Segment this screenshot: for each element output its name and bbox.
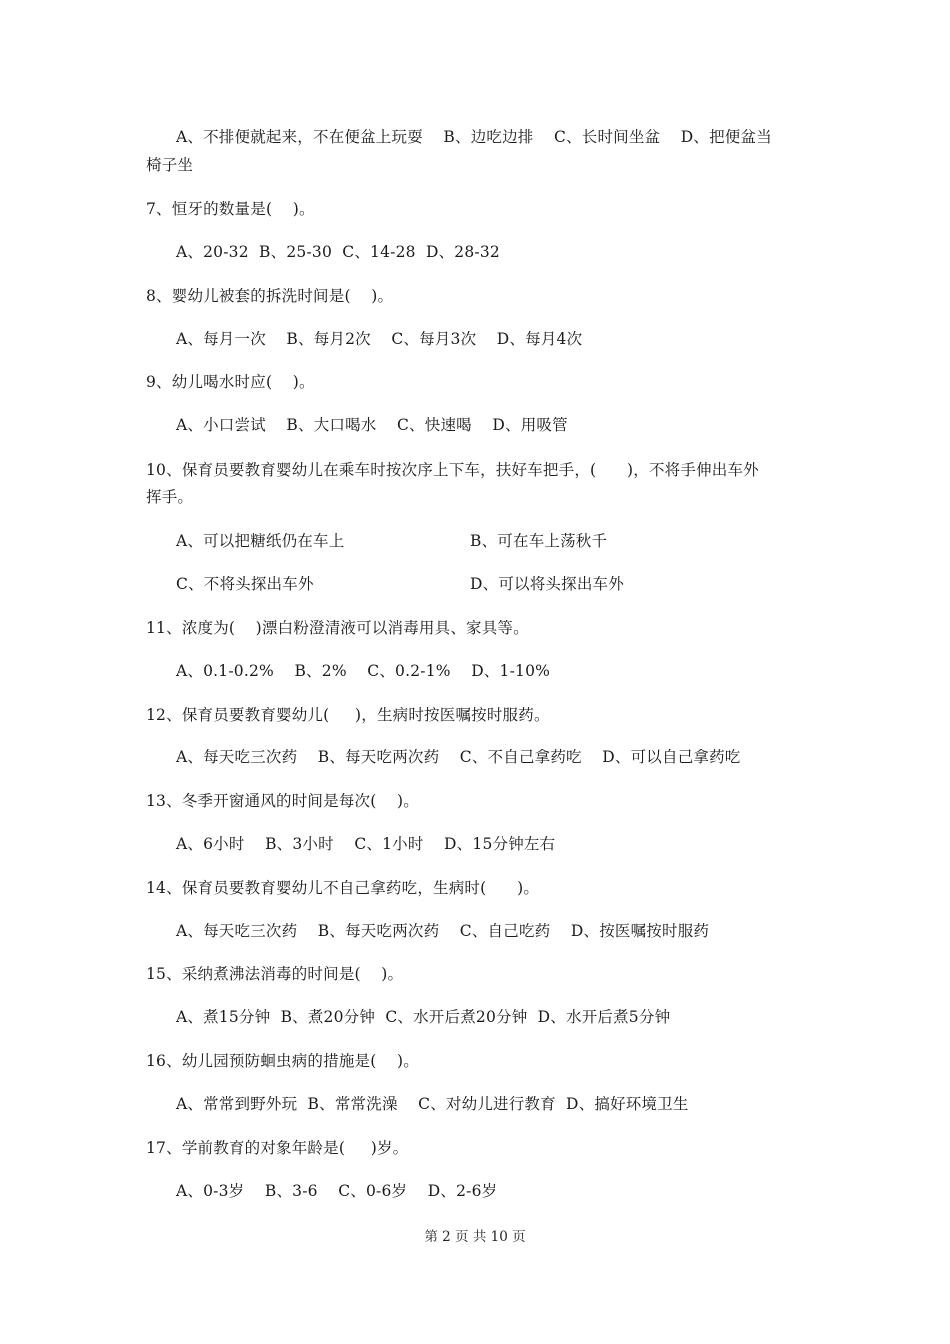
q10-option-d: D、可以将头探出车外 <box>470 575 624 593</box>
q7-options: A、20-32 B、25-30 C、14-28 D、28-32 <box>176 243 500 261</box>
q9-stem: 9、幼儿喝水时应( )。 <box>146 373 315 391</box>
q7-stem: 7、恒牙的数量是( )。 <box>146 200 315 218</box>
q10-stem-line2: 挥手。 <box>146 488 194 506</box>
q8-stem: 8、婴幼儿被套的拆洗时间是( )。 <box>146 287 394 305</box>
q6-options-line2: 椅子坐 <box>146 156 194 174</box>
q14-options: A、每天吃三次药 B、每天吃两次药 C、自己吃药 D、按医嘱按时服药 <box>176 922 710 940</box>
q10-option-b: B、可在车上荡秋千 <box>470 532 608 550</box>
q9-options: A、小口尝试 B、大口喝水 C、快速喝 D、用吸管 <box>176 416 568 434</box>
q10-option-a: A、可以把糖纸仍在车上 <box>176 532 345 550</box>
q11-options: A、0.1-0.2% B、2% C、0.2-1% D、1-10% <box>176 662 551 680</box>
q12-stem: 12、保育员要教育婴幼儿( )，生病时按医嘱按时服药。 <box>146 706 550 724</box>
q13-options: A、6小时 B、3小时 C、1小时 D、15分钟左右 <box>176 835 556 853</box>
q12-options: A、每天吃三次药 B、每天吃两次药 C、不自己拿药吃 D、可以自己拿药吃 <box>176 748 741 766</box>
q14-stem: 14、保育员要教育婴幼儿不自己拿药吃，生病时( )。 <box>146 879 540 897</box>
q15-stem: 15、采纳煮沸法消毒的时间是( )。 <box>146 965 404 983</box>
q6-options-line1: A、不排便就起来，不在便盆上玩耍 B、边吃边排 C、长时间坐盆 D、把便盆当 <box>176 128 772 146</box>
q16-stem: 16、幼儿园预防蛔虫病的措施是( )。 <box>146 1052 419 1070</box>
q16-options: A、常常到野外玩 B、常常洗澡 C、对幼儿进行教育 D、搞好环境卫生 <box>176 1095 689 1113</box>
q17-options: A、0-3岁 B、3-6 C、0-6岁 D、2-6岁 <box>176 1182 498 1200</box>
q10-stem-line1: 10、保育员要教育婴幼儿在乘车时按次序上下车，扶好车把手，( )，不将手伸出车外 <box>146 461 759 479</box>
q15-options: A、煮15分钟 B、煮20分钟 C、水开后煮20分钟 D、水开后煮5分钟 <box>176 1008 671 1026</box>
q13-stem: 13、冬季开窗通风的时间是每次( )。 <box>146 792 419 810</box>
q11-stem: 11、浓度为( )漂白粉澄清液可以消毒用具、家具等。 <box>146 619 529 637</box>
q10-option-c: C、不将头探出车外 <box>176 575 314 593</box>
page-footer: 第 2 页 共 10 页 <box>424 1229 526 1245</box>
q17-stem: 17、学前教育的对象年龄是( )岁。 <box>146 1139 409 1157</box>
q8-options: A、每月一次 B、每月2次 C、每月3次 D、每月4次 <box>176 330 583 348</box>
